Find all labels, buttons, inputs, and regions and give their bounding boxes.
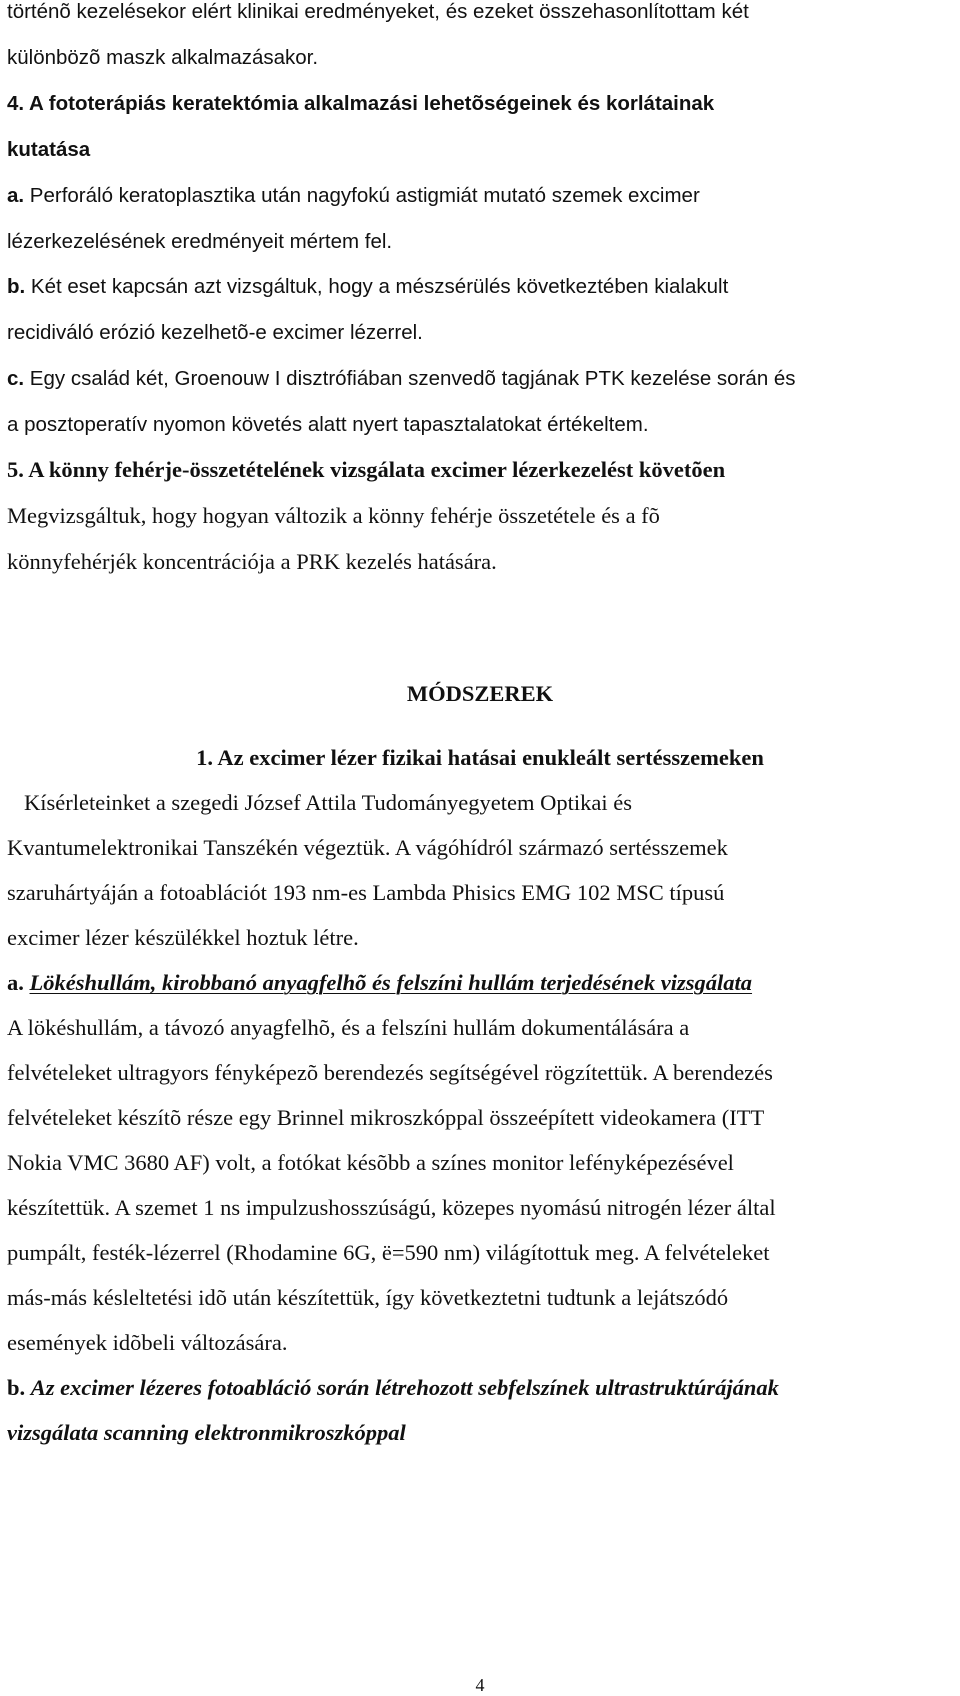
section4-item-c-line-2: a posztoperatív nyomon követés alatt nyert tapasztalatokat értékeltem. (7, 413, 649, 436)
sub-b-label: b. (7, 1375, 26, 1400)
methods-sub1-heading: 1. Az excimer lézer fizikai hatásai enukleált sertésszemeken (196, 745, 764, 770)
methods-sub-a-line-1: A lökéshullám, a távozó anyagfelhõ, és a felszíni hullám dokumentálására a (7, 1015, 690, 1040)
section4-heading-line-1: 4. A fototerápiás keratektómia alkalmazási lehetõségeinek és korlátainak (7, 92, 715, 115)
section5-line-1: Megvizsgáltuk, hogy hogyan változik a könny fehérje összetétele és a fõ (7, 503, 660, 528)
methods-sub-a-line-3: felvételeket készítõ része egy Brinnel mikroszkóppal összeépített videokamera (ITT (7, 1105, 765, 1130)
section5-heading: 5. A könny fehérje-összetételének vizsgálata excimer lézerkezelést követõen (7, 457, 726, 482)
item-b-label: b. (7, 275, 26, 298)
methods-sub-a-heading (7, 972, 752, 995)
item-c-text: Egy család két, Groenouw I disztrófiában szenvedõ tagjának PTK kezelése során és (24, 367, 796, 390)
sub-a-title: Lökéshullám, kirobbanó anyagfelhõ és felszíni hullám terjedésének vizsgálata (29, 970, 753, 995)
sub-a-label: a. (7, 970, 24, 995)
section4-item-a-line-1 (7, 186, 700, 207)
section4-item-b-line-1 (7, 277, 728, 298)
item-a-label: a. (7, 184, 25, 207)
methods-sub1-line-3: szaruhártyáján a fotoablációt 193 nm-es Lambda Phisics EMG 102 MSC típusú (7, 880, 725, 905)
item-c-label: c. (7, 367, 25, 390)
methods-sub-a-line-5: készítettük. A szemet 1 ns impulzushosszúságú, közepes nyomású nitrogén lézer által (7, 1195, 776, 1220)
intro-line-2: különbözõ maszk alkalmazásakor. (7, 46, 319, 69)
methods-sub1-line-1: Kísérleteinket a szegedi József Attila Tudományegyetem Optikai és (24, 790, 632, 815)
methods-sub-b-heading-line-1 (7, 1377, 779, 1400)
sub-b-title-1: Az excimer lézeres fotoabláció során létrehozott sebfelszínek ultrastruktúrájának (30, 1375, 779, 1400)
section4-item-a-line-2: lézerkezelésének eredményeit mértem fel. (7, 230, 393, 253)
methods-title: MÓDSZEREK (406, 681, 554, 706)
methods-sub-a-line-4: Nokia VMC 3680 AF) volt, a fotókat késõbb a színes monitor lefényképezésével (7, 1150, 734, 1175)
methods-sub-a-line-2: felvételeket ultragyors fényképezõ berendezés segítségével rögzítettük. A berendezés (7, 1060, 773, 1085)
item-a-text: Perforáló keratoplasztika után nagyfokú astigmiát mutató szemek excimer (24, 184, 700, 207)
intro-line-1: történõ kezelésekor elért klinikai eredményeket, és ezeket összehasonlítottam két (7, 0, 749, 23)
section4-item-b-line-2: recidiváló erózió kezelhetõ-e excimer lézerrel. (7, 321, 423, 344)
section5-line-2: könnyfehérjék koncentrációja a PRK kezelés hatására. (7, 549, 497, 574)
methods-sub-a-line-6: pumpált, festék-lézerrel (Rhodamine 6G, ë=590 nm) világítottuk meg. A felvételeket (7, 1240, 770, 1265)
methods-sub-a-line-7: más-más késleltetési idõ után készítettük, így következtetni tudtunk a lejátszódó (7, 1285, 729, 1310)
methods-sub-a-line-8: események idõbeli változására. (7, 1330, 288, 1355)
page-number: 4 (475, 1675, 485, 1695)
section4-item-c-line-1 (7, 369, 796, 390)
methods-sub-b-heading-line-2: vizsgálata scanning elektronmikroszkóppal (7, 1420, 406, 1445)
methods-sub1-line-4: excimer lézer készülékkel hoztuk létre. (7, 925, 359, 950)
item-b-text: Két eset kapcsán azt vizsgáltuk, hogy a mészsérülés következtében kialakult (25, 275, 729, 298)
methods-sub1-line-2: Kvantumelektronikai Tanszékén végeztük. A vágóhídról származó sertésszemek (7, 835, 728, 860)
section4-heading-line-2: kutatása (7, 138, 91, 161)
